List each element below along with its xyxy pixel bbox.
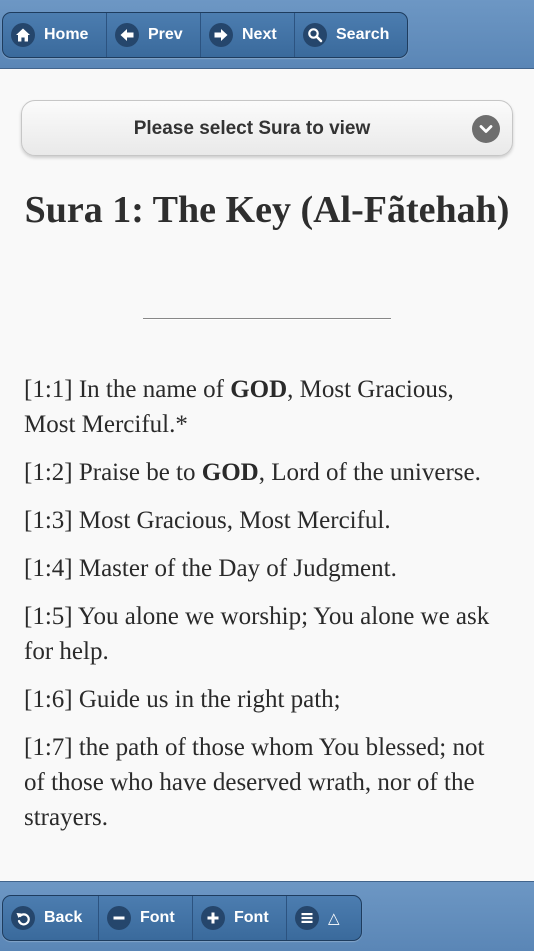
home-icon — [11, 23, 35, 47]
next-label: Next — [242, 26, 277, 43]
prev-label: Prev — [148, 26, 183, 43]
bottom-nav-group — [2, 895, 362, 941]
chevron-down-icon — [472, 115, 500, 143]
verse-ref: [1:6] — [24, 686, 73, 713]
search-label: Search — [336, 26, 390, 43]
home-button[interactable] — [3, 13, 107, 57]
verse-text: Master of the Day of Judgment. — [72, 555, 397, 582]
prev-button[interactable] — [107, 13, 201, 57]
back-button[interactable] — [3, 896, 99, 940]
sura-title: Sura 1: The Key (Al-Fãtehah) — [24, 189, 510, 231]
verse-list — [24, 372, 510, 848]
verse-ref: [1:2] — [24, 459, 73, 486]
verse-text: Praise be to — [72, 459, 202, 486]
verse-text: Most Gracious, Most Merciful. — [72, 507, 391, 534]
verse-text: Guide us in the right path; — [72, 686, 341, 713]
menu-button[interactable] — [287, 896, 361, 940]
minus-icon — [107, 906, 131, 930]
verse-text: In the name of — [72, 376, 231, 403]
back-label: Back — [44, 909, 83, 926]
verse-text: , Most Gracious, Most Merciful.* — [24, 376, 454, 438]
verse-text: , Lord of the universe. — [258, 459, 481, 486]
verse-ref: [1:1] — [24, 376, 73, 403]
verse-god: GOD — [201, 459, 259, 486]
verse-1-7 — [24, 730, 510, 835]
verse-ref: [1:3] — [24, 507, 73, 534]
search-icon — [303, 23, 327, 47]
verse-god: GOD — [230, 376, 288, 403]
font-decrease-label: Font — [140, 909, 175, 926]
arrow-left-icon — [115, 23, 139, 47]
title-divider — [143, 318, 391, 320]
bottom-toolbar — [0, 881, 534, 951]
verse-text: You alone we worship; You alone we ask for help. — [24, 603, 490, 665]
verse-1-5 — [24, 599, 510, 669]
verse-ref: [1:4] — [24, 555, 73, 582]
next-button[interactable] — [201, 13, 295, 57]
triangle-up-glyph: △ — [328, 909, 340, 927]
font-increase-label: Font — [234, 909, 269, 926]
plus-icon — [201, 906, 225, 930]
font-decrease-button[interactable] — [99, 896, 193, 940]
verse-1-1 — [24, 372, 510, 442]
top-nav-group — [2, 12, 408, 58]
verse-1-3 — [24, 503, 510, 538]
sura-select-label: Please select Sura to view — [133, 118, 371, 139]
menu-icon — [295, 906, 319, 930]
search-button[interactable] — [295, 13, 407, 57]
undo-arrow-icon — [11, 906, 35, 930]
verse-text: the path of those whom You blessed; not of those who have deserved wrath, nor of the strayers. — [24, 734, 485, 831]
verse-1-6 — [24, 682, 510, 717]
arrow-right-icon — [209, 23, 233, 47]
verse-1-4 — [24, 551, 510, 586]
verse-1-2 — [24, 455, 510, 490]
top-toolbar — [0, 0, 534, 69]
home-label: Home — [44, 26, 89, 43]
sura-select[interactable] — [21, 100, 513, 156]
verse-ref: [1:5] — [24, 603, 73, 630]
font-increase-button[interactable] — [193, 896, 287, 940]
verse-ref: [1:7] — [24, 734, 73, 761]
